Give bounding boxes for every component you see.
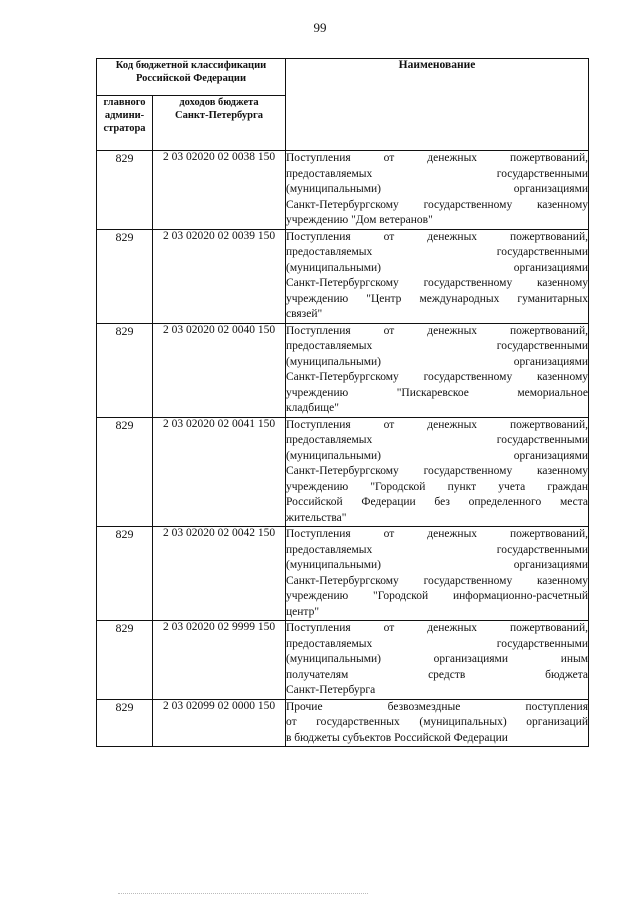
revenue-name-line: Санкт-Петербургскому государственному казенному [286,465,588,477]
revenue-name-line: от государственных (муниципальных) организаций [286,716,588,728]
revenue-code-cell: 2 03 02020 02 9999 150 [153,621,286,700]
header-admin-line-3: стратора [103,123,146,134]
revenue-name-line: Санкт-Петербургскому государственному казенному [286,574,588,587]
revenue-name-line: кладбище" [286,402,339,414]
revenue-name-line: предоставляемых государственными [286,543,588,556]
revenue-name-line: Прочие безвозмездные поступления [286,700,588,713]
revenue-name-line: учреждению "Городской информационно-расчетный [286,590,588,602]
table-row [97,527,589,621]
table-row [97,151,589,230]
header-code-column [153,96,286,151]
admin-code-cell: 829 [97,229,153,323]
header-name-column: Наименование [286,59,589,151]
admin-code-cell: 829 [97,699,153,747]
revenue-name-line: в бюджеты субъектов Российской Федерации [286,731,508,744]
revenue-code-cell: 2 03 02020 02 0040 150 [153,323,286,417]
revenue-name-line: предоставляемых государственными [286,246,588,258]
revenue-name-line: жительства" [286,511,347,524]
revenue-name-line: Санкт-Петербургскому государственному казенному [286,277,588,289]
header-classification-line-2: Российской Федерации [135,73,247,84]
table-row [97,417,589,527]
revenue-name-cell [286,151,589,230]
revenue-name-cell [286,417,589,527]
revenue-name-line: (муниципальными) организациями иным [286,653,588,665]
header-classification-code [97,59,286,96]
revenue-code-cell: 2 03 02020 02 0039 150 [153,229,286,323]
revenue-name-line: (муниципальными) организациями [286,261,588,274]
revenue-name-line: Поступления от денежных пожертвований, [286,528,588,540]
revenue-name-cell [286,621,589,700]
header-admin-line-2: админи- [104,110,145,121]
revenue-name-line: Санкт-Петербургскому государственному казенному [286,198,588,211]
revenue-name-line: (муниципальными) организациями [286,355,588,368]
revenue-name-line: учреждению "Дом ветеранов" [286,214,433,226]
table-row [97,323,589,417]
admin-code-cell: 829 [97,323,153,417]
revenue-name-cell [286,229,589,323]
header-admin-line-1: главного [103,97,146,108]
revenue-name-cell [286,527,589,621]
revenue-name-line: Поступления от денежных пожертвований, [286,230,588,243]
revenue-name-cell [286,323,589,417]
revenue-name-line: учреждению "Городской пункт учета граждан [286,480,588,493]
revenue-name-line: связей" [286,308,323,320]
revenue-name-line: предоставляемых государственными [286,637,588,650]
header-code-line-1: доходов бюджета [179,97,259,108]
table-body [97,151,589,747]
revenue-code-cell: 2 03 02020 02 0038 150 [153,151,286,230]
revenue-name-line: Поступления от денежных пожертвований, [286,418,588,431]
revenue-name-line: получателям средств бюджета [286,668,588,681]
table-row [97,229,589,323]
admin-code-cell: 829 [97,417,153,527]
revenue-name-line: центр" [286,605,320,618]
revenue-name-line: (муниципальными) организациями [286,559,588,571]
revenue-name-line: (муниципальными) организациями [286,449,588,462]
budget-classification-table [96,58,589,747]
revenue-name-line: Санкт-Петербургскому государственному казенному [286,371,588,383]
revenue-name-line: (муниципальными) организациями [286,183,588,195]
revenue-code-cell: 2 03 02020 02 0041 150 [153,417,286,527]
header-admin-column [97,96,153,151]
admin-code-cell: 829 [97,151,153,230]
admin-code-cell: 829 [97,621,153,700]
header-code-line-2: Санкт-Петербурга [174,110,264,121]
admin-code-cell: 829 [97,527,153,621]
header-classification-line-1: Код бюджетной классификации [115,60,267,71]
revenue-name-line: предоставляемых государственными [286,434,588,446]
revenue-code-cell: 2 03 02020 02 0042 150 [153,527,286,621]
revenue-name-line: учреждению "Центр международных гуманитарных [286,292,588,305]
table-row [97,699,589,747]
footer-faint-line [118,893,368,895]
table-row [97,621,589,700]
revenue-name-line: предоставляемых государственными [286,167,588,180]
revenue-name-line: учреждению "Пискаревское мемориальное [286,386,588,399]
revenue-name-line: Поступления от денежных пожертвований, [286,622,588,634]
table-header [97,59,589,151]
revenue-name-line: Поступления от денежных пожертвований, [286,152,588,164]
revenue-name-line: Санкт-Петербурга [286,684,376,696]
revenue-name-cell [286,699,589,747]
revenue-name-line: Поступления от денежных пожертвований, [286,324,588,337]
revenue-code-cell: 2 03 02099 02 0000 150 [153,699,286,747]
page-number: 99 [313,20,327,35]
revenue-name-line: предоставляемых государственными [286,340,588,352]
revenue-name-line: Российской Федерации без определенного места [286,496,588,508]
